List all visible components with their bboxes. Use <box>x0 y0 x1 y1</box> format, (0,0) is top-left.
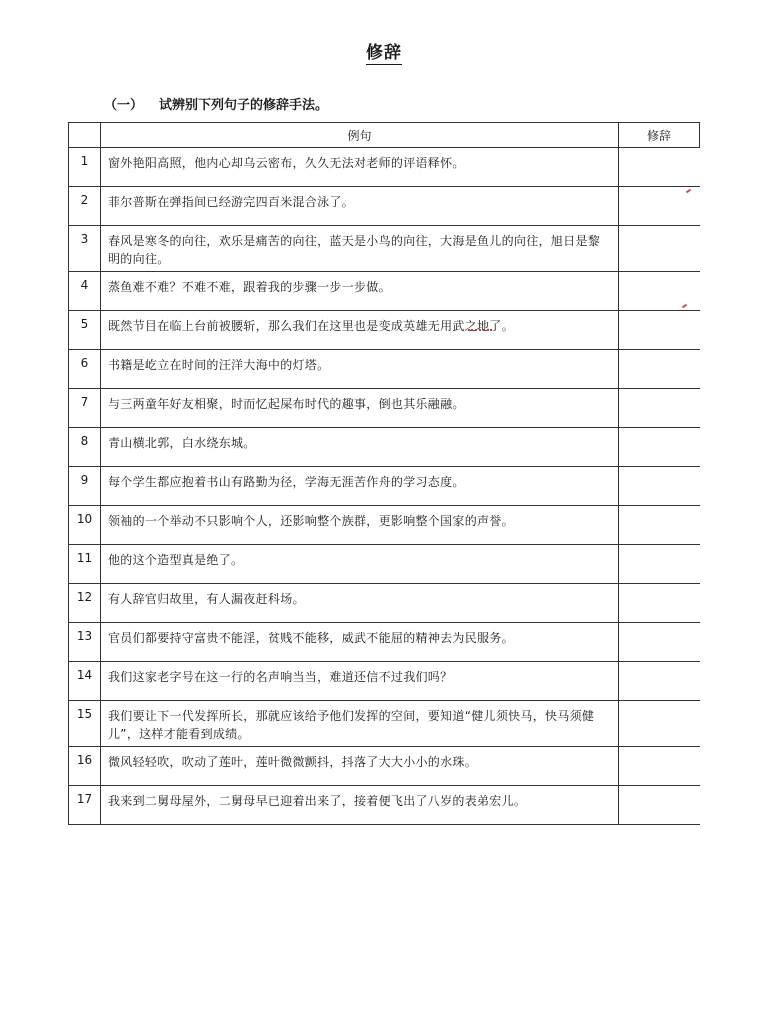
row-number: 11 <box>69 545 101 584</box>
table-row <box>69 662 700 701</box>
table-row <box>69 747 700 786</box>
answer-cell[interactable] <box>619 389 700 428</box>
table-row <box>69 623 700 662</box>
example-sentence: 每个学生都应抱着书山有路勤为径，学海无涯苦作舟的学习态度。 <box>101 467 619 506</box>
row-number: 6 <box>69 350 101 389</box>
header-sentence: 例句 <box>101 123 619 148</box>
table-row <box>69 226 700 272</box>
table-row <box>69 701 700 747</box>
answer-cell[interactable] <box>619 584 700 623</box>
page-title <box>0 38 768 63</box>
answer-cell[interactable] <box>619 272 700 311</box>
table-row <box>69 272 700 311</box>
row-number: 13 <box>69 623 101 662</box>
example-sentence: 窗外艳阳高照，他内心却乌云密布，久久无法对老师的评语释怀。 <box>101 148 619 187</box>
row-number: 16 <box>69 747 101 786</box>
example-sentence: 菲尔普斯在弹指间已经游完四百米混合泳了。 <box>101 187 619 226</box>
row-number: 8 <box>69 428 101 467</box>
answer-cell[interactable] <box>619 350 700 389</box>
row-number: 4 <box>69 272 101 311</box>
example-sentence: 既然节目在临上台前被腰斩，那么我们在这里也是变成英雄无用武之地了。 <box>101 311 619 350</box>
table-row <box>69 786 700 825</box>
answer-cell[interactable] <box>619 226 700 272</box>
section-instruction: 试辨别下列句子的修辞手法。 <box>159 98 329 113</box>
section-number: （一） <box>104 98 144 113</box>
header-answer: 修辞 <box>619 123 700 148</box>
table-row <box>69 350 700 389</box>
table-row <box>69 545 700 584</box>
example-sentence: 他的这个造型真是绝了。 <box>101 545 619 584</box>
example-sentence: 我来到二舅母屋外，二舅母早已迎着出来了，接着便飞出了八岁的表弟宏儿。 <box>101 786 619 825</box>
example-sentence: 青山横北郭，白水绕东城。 <box>101 428 619 467</box>
table-header-row <box>69 123 700 148</box>
example-sentence: 官员们都要持守富贵不能淫，贫贱不能移，威武不能屈的精神去为民服务。 <box>101 623 619 662</box>
page-title-text: 修辞 <box>366 43 402 63</box>
row-number: 3 <box>69 226 101 272</box>
answer-cell[interactable] <box>619 148 700 187</box>
example-sentence: 我们要让下一代发挥所长，那就应该给予他们发挥的空间，要知道“健儿须快马，快马须健儿”，这样才能看到成绩。 <box>101 701 619 747</box>
example-sentence: 我们这家老字号在这一行的名声响当当，难道还信不过我们吗？ <box>101 662 619 701</box>
table-row <box>69 584 700 623</box>
table-row <box>69 187 700 226</box>
answer-cell[interactable] <box>619 662 700 701</box>
section-heading <box>104 94 328 113</box>
row-number: 2 <box>69 187 101 226</box>
example-sentence: 蒸鱼难不难？不难不难，跟着我的步骤一步一步做。 <box>101 272 619 311</box>
table-row <box>69 428 700 467</box>
answer-cell[interactable] <box>619 467 700 506</box>
table-row <box>69 311 700 350</box>
answer-cell[interactable] <box>619 747 700 786</box>
table-row <box>69 389 700 428</box>
example-sentence: 春风是寒冬的向往，欢乐是痛苦的向往，蓝天是小鸟的向往，大海是鱼儿的向往，旭日是黎明的向往。 <box>101 226 619 272</box>
row-number: 1 <box>69 148 101 187</box>
answer-cell[interactable] <box>619 623 700 662</box>
row-number: 12 <box>69 584 101 623</box>
row-number: 7 <box>69 389 101 428</box>
example-sentence: 与三两童年好友相聚，时而忆起屎布时代的趣事，倒也其乐融融。 <box>101 389 619 428</box>
example-sentence: 书籍是屹立在时间的汪洋大海中的灯塔。 <box>101 350 619 389</box>
header-number <box>69 123 101 148</box>
row-number: 5 <box>69 311 101 350</box>
example-sentence: 有人辞官归故里，有人漏夜赶科场。 <box>101 584 619 623</box>
row-number: 15 <box>69 701 101 747</box>
example-sentence: 领袖的一个举动不只影响个人，还影响整个族群，更影响整个国家的声誉。 <box>101 506 619 545</box>
row-number: 14 <box>69 662 101 701</box>
answer-cell[interactable] <box>619 786 700 825</box>
answer-cell[interactable] <box>619 506 700 545</box>
table-row <box>69 467 700 506</box>
answer-cell[interactable] <box>619 701 700 747</box>
red-underline <box>468 326 492 331</box>
answer-cell[interactable] <box>619 311 700 350</box>
row-number: 17 <box>69 786 101 825</box>
row-number: 9 <box>69 467 101 506</box>
rhetoric-table <box>68 122 700 825</box>
row-number: 10 <box>69 506 101 545</box>
table-body <box>69 148 700 825</box>
table-row <box>69 148 700 187</box>
answer-cell[interactable] <box>619 428 700 467</box>
example-sentence: 微风轻轻吹，吹动了莲叶，莲叶微微颤抖，抖落了大大小小的水珠。 <box>101 747 619 786</box>
answer-cell[interactable] <box>619 545 700 584</box>
table-row <box>69 506 700 545</box>
